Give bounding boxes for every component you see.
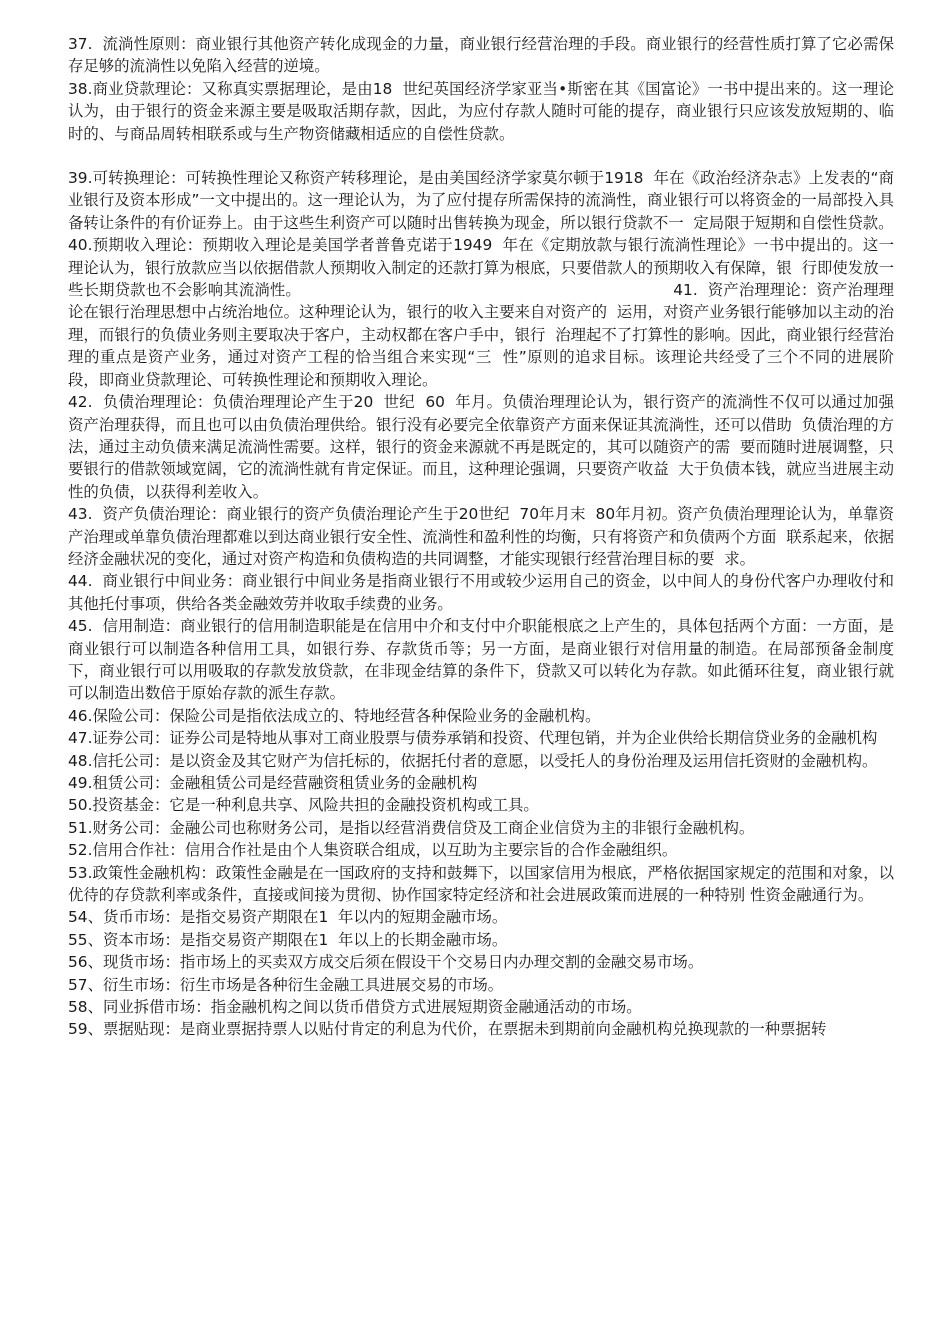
paragraph-45-credit-creation: 45. 信用制造：商业银行的信用制造职能是在信用中介和支付中介职能根底之上产生的，具体包括两个方面：一方面，是商业银行可以制造各种信用工具，如银行券、存款货币等；另一方面，是商业银行对信用量的制造。在局部预备金制度下，商业银行可以用吸取的存款发放贷款，在非现金结算的条件下，贷款又可以转化为存款。如此循环往复，商业银行就可以制造出数倍于原始存款的派生存款。 <box>68 617 894 703</box>
paragraph-49-leasing-company: 49.租赁公司：金融租赁公司是经营融资租赁业务的金融机构 <box>68 774 478 792</box>
paragraph-46-insurance-company: 46.保险公司：保险公司是指依法成立的、特地经营各种保险业务的金融机构。 <box>68 706 601 725</box>
paragraph-50-investment-fund: 50.投资基金：它是一种利息共享、风险共担的金融投资机构或工具。 <box>68 796 539 815</box>
paragraph-53-policy-financial-institution: 53.政策性金融机构：政策性金融是在一国政府的支持和鼓舞下，以国家信用为根底，严格依据国家规定的范围和对象，以优待的存贷款利率或条件，直接或间接为贯彻、协作国家特定经济和社会进展政策而进展的一种特别 性资金融通行为。 <box>68 863 894 905</box>
paragraph-52-credit-cooperative: 52.信用合作社：信用合作社是由个人集资联合组成，以互助为主要宗旨的合作金融组织。 <box>68 841 678 860</box>
paragraph-47-securities-company: 47.证券公司：证券公司是特地从事对工商业股票与债券承销和投资、代理包销，并为企业供给长期信贷业务的金融机构 <box>68 729 878 748</box>
paragraph-48-trust-company: 48.信托公司：是以资金及其它财产为信托标的，依据托付者的意愿，以受托人的身份治理及运用信托资财的金融机构。 <box>68 751 878 770</box>
document-body <box>68 33 894 1041</box>
paragraph-spacer <box>68 145 894 167</box>
paragraph-40-41-anticipated-income-and-asset-management: 40.预期收入理论：预期收入理论是美国学者普鲁克诺于1949 年在《定期放款与银行流淌性理论》一书中提出的。这一理论认为，银行放款应当以依据借款人预期收入制定的还款打算为根底，只要借款人的预期收入有保障，银 行即使发放一些长期贷款也不会影响其流淌性。 41. 资产治理理论：资产治理理论在银行治理思想中占统治地位。这种理论认为，银行的收入主要来自对资产的 运用，对资产业务银行能够加以主动的治理，而银行的负债业务则主要取决于客户，主动权都在客户手中，银行 治理起不了打算性的影响。因此，商业银行经营治理的重点是资产业务，通过对资产工程的恰当组合来实现“三 性”原则的追求目标。该理论共经受了三个不同的进展阶段，即商业贷款理论、可转换性理论和预期收入理论。 <box>68 236 894 389</box>
paragraph-58-interbank-market: 58、同业拆借市场：指金融机构之间以货币借贷方式进展短期资金融通活动的市场。 <box>68 998 642 1017</box>
paragraph-55-capital-market: 55、资本市场：是指交易资产期限在1 年以上的长期金融市场。 <box>68 930 508 949</box>
paragraph-38-commercial-loan-theory: 38.商业贷款理论：又称真实票据理论，是由18 世纪英国经济学家亚当•斯密在其《国富论》一书中提出来的。这一理论认为，由于银行的资金来源主要是吸取活期存款，因此，为应付存款人随时可能的提存，商业银行只应该发放短期的、临时的、与商品周转相联系或与生产物资储藏相适应的自偿性贷款。 <box>68 79 894 143</box>
paragraph-37-liquidity-principle: 37. 流淌性原则：商业银行其他资产转化成现金的力量，商业银行经营治理的手段。商业银行的经营性质打算了它必需保存足够的流淌性以免陷入经营的逆境。 <box>68 35 894 76</box>
paragraph-39-shiftability-theory: 39.可转换理论：可转换性理论又称资产转移理论，是由美国经济学家莫尔顿于1918 年在《政治经济杂志》上发表的“商业银行及资本形成”一文中提出的。这一理论认为，为了应付提存所需保持的流淌性，商业银行可以将资金的一局部投入具备转让条件的有价证券上。由于这些生利资产可以随时出售转换为现金，所以银行贷款不一 定局限于短期和自偿性贷款。 <box>68 169 894 232</box>
paragraph-54-money-market: 54、货币市场：是指交易资产期限在1 年以内的短期金融市场。 <box>68 908 508 927</box>
paragraph-51-finance-company: 51.财务公司：金融公司也称财务公司，是指以经营消费信贷及工商企业信贷为主的非银行金融机构。 <box>68 818 755 837</box>
paragraph-56-spot-market: 56、现货市场：指市场上的买卖双方成交后须在假设干个交易日内办理交割的金融交易市场。 <box>68 953 704 972</box>
paragraph-42-liability-management: 42. 负债治理理论：负债治理理论产生于20 世纪 60 年月。负债治理理论认为，银行资产的流淌性不仅可以通过加强资产治理获得，而且也可以由负债治理供给。银行没有必要完全依靠资产方面来保证其流淌性，还可以借助 负债治理的方法，通过主动负债来满足流淌性需要。这样，银行的资金来源就不再是既定的，其可以随资产的需 要而随时进展调整，只要银行的借款领域宽阔，它的流淌性就有肯定保证。而且，这种理论强调，只要资产收益 大于负债本钱，就应当进展主动性的负债，以获得利差收入。 <box>68 393 894 501</box>
paragraph-44-intermediary-business: 44. 商业银行中间业务：商业银行中间业务是指商业银行不用或较少运用自己的资金，以中间人的身份代客户办理收付和其他托付事项，供给各类金融效劳并收取手续费的业务。 <box>68 572 894 613</box>
paragraph-57-derivatives-market: 57、衍生市场：衍生市场是各种衍生金融工具进展交易的市场。 <box>68 975 504 994</box>
paragraph-43-asset-liability-management: 43. 资产负债治理论：商业银行的资产负债治理论产生于20世纪 70年月末 80年月初。资产负债治理理论认为，单靠资产治理或单靠负债治理都难以到达商业银行安全性、流淌性和盈利性的均衡，只有将资产和负债两个方面 联系起来，依据经济金融状况的变化，通过对资产构造和负债构造的共同调整，才能实现银行经营治理目标的要 求。 <box>68 505 894 568</box>
paragraph-59-bill-discounting: 59、票据贴现：是商业票据持票人以贴付肯定的利息为代价，在票据未到期前向金融机构兑换现款的一种票据转 <box>68 1020 827 1039</box>
